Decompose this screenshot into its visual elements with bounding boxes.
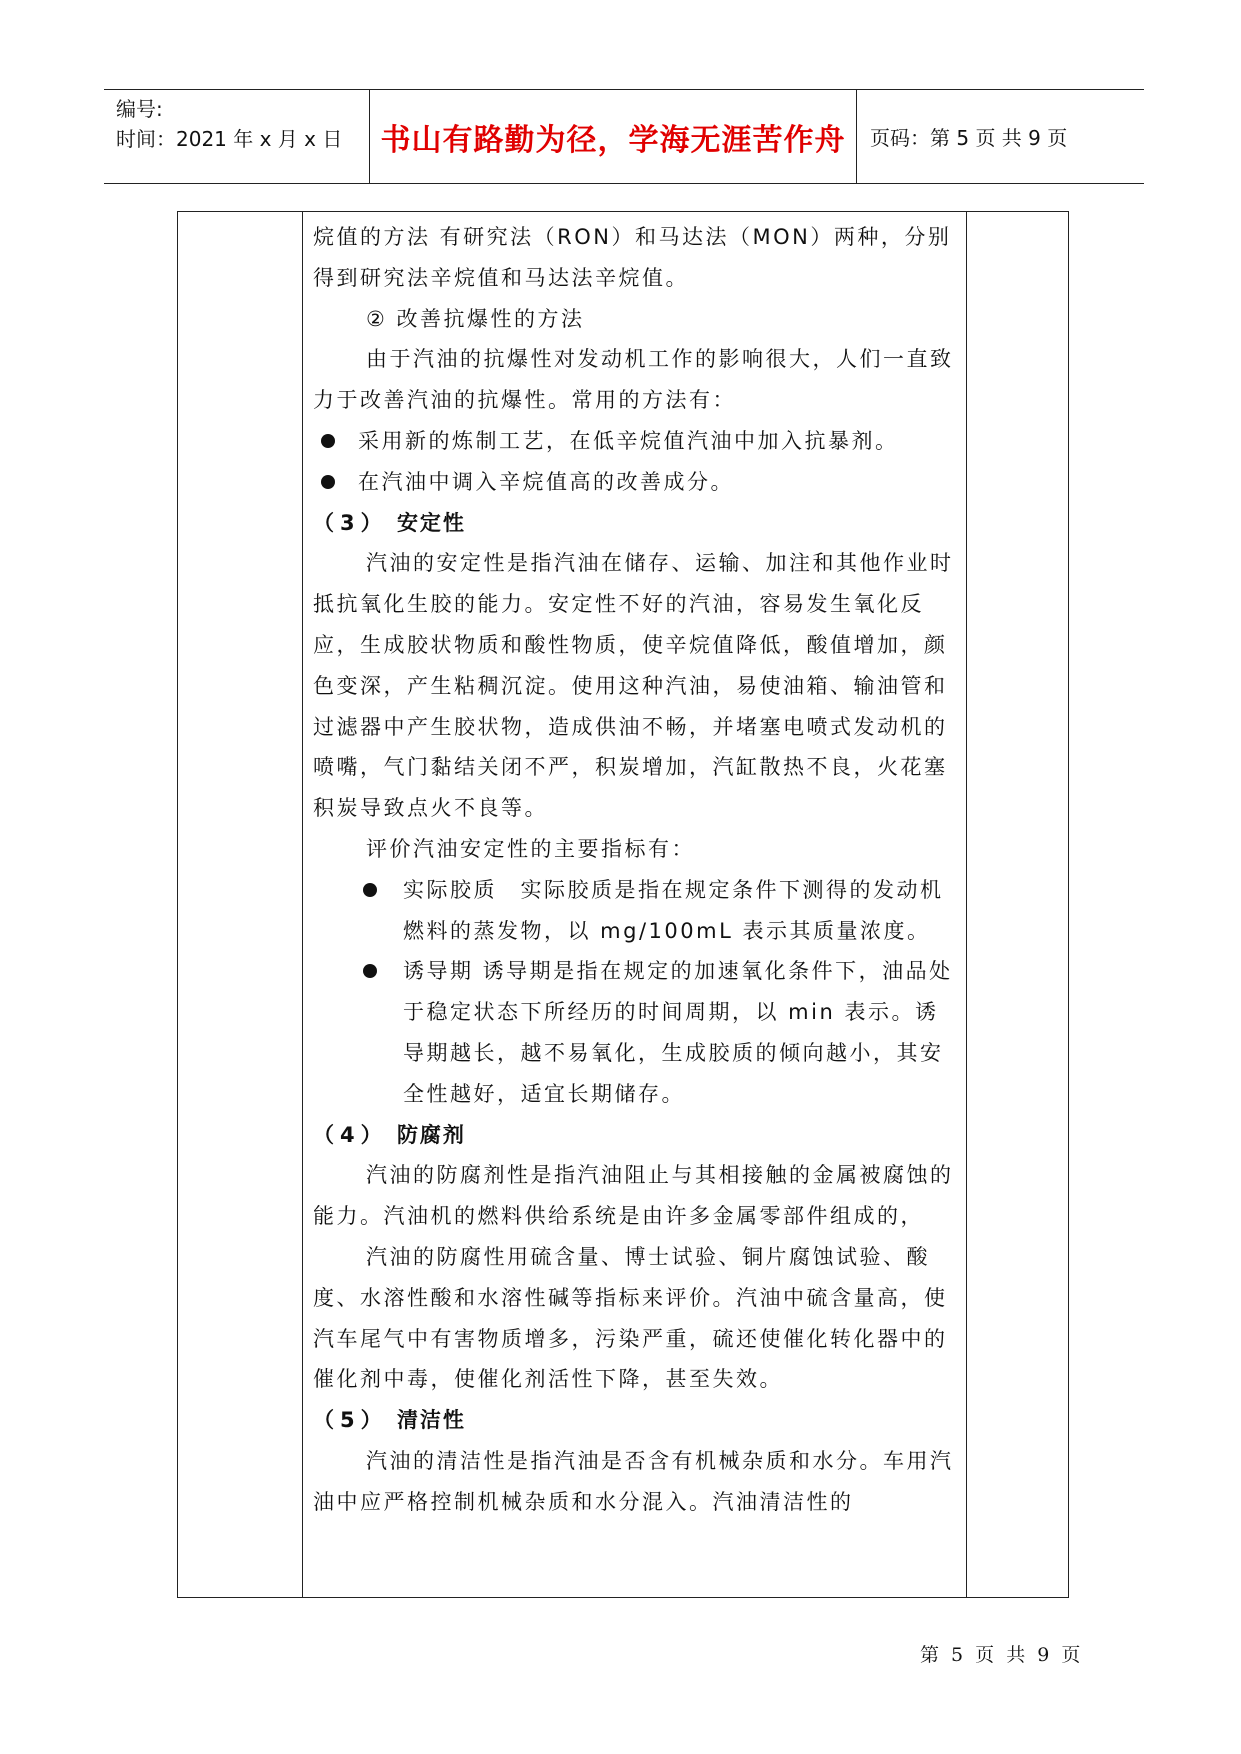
header-motto: 书山有路勤为径，学海无涯苦作舟 — [380, 122, 846, 158]
subheading: ② 改善抗爆性的方法 — [366, 306, 585, 331]
paragraph: 汽油的防腐性用硫含量、博士试验、铜片腐蚀试验、酸度、水溶性酸和水溶性碱等指标来评价。汽油中硫含量高，使汽车尾气中有害物质增多，污染严重，硫还使催化转化器中的催化剂中毒，使催化剂活性下降，甚至失效。 — [313, 1244, 948, 1392]
bullet-text: 在汽油中调入辛烷值高的改善成分。 — [358, 469, 734, 494]
paragraph: 由于汽油的抗爆性对发动机工作的影响很大，人们一直致力于改善汽油的抗爆性。常用的方法有： — [313, 347, 954, 413]
section-title: 防腐剂 — [396, 1122, 466, 1147]
bullet-item — [313, 870, 958, 952]
bullet-icon — [321, 434, 335, 448]
paragraph: 汽油的防腐剂性是指汽油阻止与其相接触的金属被腐蚀的能力。汽油机的燃料供给系统是由许多金属零部件组成的， — [313, 1163, 954, 1229]
section-heading — [313, 1115, 958, 1156]
header-meta — [116, 94, 366, 154]
section-number: （3） — [313, 510, 388, 535]
section-title: 清洁性 — [396, 1408, 466, 1433]
code-label: 编号: — [116, 97, 163, 121]
footer-page-number: 第 5 页 共 9 页 — [920, 1644, 1084, 1666]
time-label: 时间：2021 年 x 月 x 日 — [116, 127, 343, 151]
bullet-item — [313, 951, 958, 1114]
content-cell — [313, 217, 958, 1523]
bullet-icon — [363, 883, 377, 897]
header-divider — [369, 90, 370, 183]
table-column-divider — [302, 212, 303, 1597]
section-heading — [313, 503, 958, 544]
bullet-text: 采用新的炼制工艺，在低辛烷值汽油中加入抗暴剂。 — [358, 428, 899, 453]
bullet-icon — [363, 964, 377, 978]
header-divider — [856, 90, 857, 183]
section-number: （5） — [313, 1408, 388, 1433]
bullet-item — [313, 462, 958, 503]
section-heading — [313, 1400, 958, 1441]
paragraph: 烷值的方法 有研究法（RON）和马达法（MON）两种，分别得到研究法辛烷值和马达法辛烷值。 — [313, 225, 952, 290]
table-column-divider — [966, 212, 967, 1597]
paragraph: 汽油的清洁性是指汽油是否含有机械杂质和水分。车用汽油中应严格控制机械杂质和水分混入。汽油清洁性的 — [313, 1448, 954, 1514]
bullet-item — [313, 421, 958, 462]
header-page-info: 页码：第 5 页 共 9 页 — [870, 126, 1068, 150]
paragraph: 评价汽油安定性的主要指标有： — [366, 836, 695, 861]
bullet-icon — [321, 475, 335, 489]
section-number: （4） — [313, 1122, 388, 1147]
page-header — [104, 89, 1144, 184]
content-table — [177, 211, 1069, 1598]
paragraph: 汽油的安定性是指汽油在储存、运输、加注和其他作业时抵抗氧化生胶的能力。安定性不好的汽油，容易发生氧化反应，生成胶状物质和酸性物质，使辛烷值降低，酸值增加，颜色变深，产生粘稠沉淀。使用这种汽油，易使油箱、输油管和过滤器中产生胶状物，造成供油不畅，并堵塞电喷式发动机的喷嘴，气门黏结关闭不严，积炭增加，汽缸散热不良，火花塞积炭导致点火不良等。 — [313, 551, 954, 821]
bullet-text: 实际胶质 实际胶质是指在规定条件下测得的发动机燃料的蒸发物，以 mg/100mL 表示其质量浓度。 — [403, 877, 944, 943]
section-title: 安定性 — [396, 510, 466, 535]
bullet-text: 诱导期 诱导期是指在规定的加速氧化条件下，油品处于稳定状态下所经历的时间周期，以 min 表示。诱导期越长，越不易氧化，生成胶质的倾向越小，其安全性越好，适宜长期储存。 — [403, 959, 953, 1106]
